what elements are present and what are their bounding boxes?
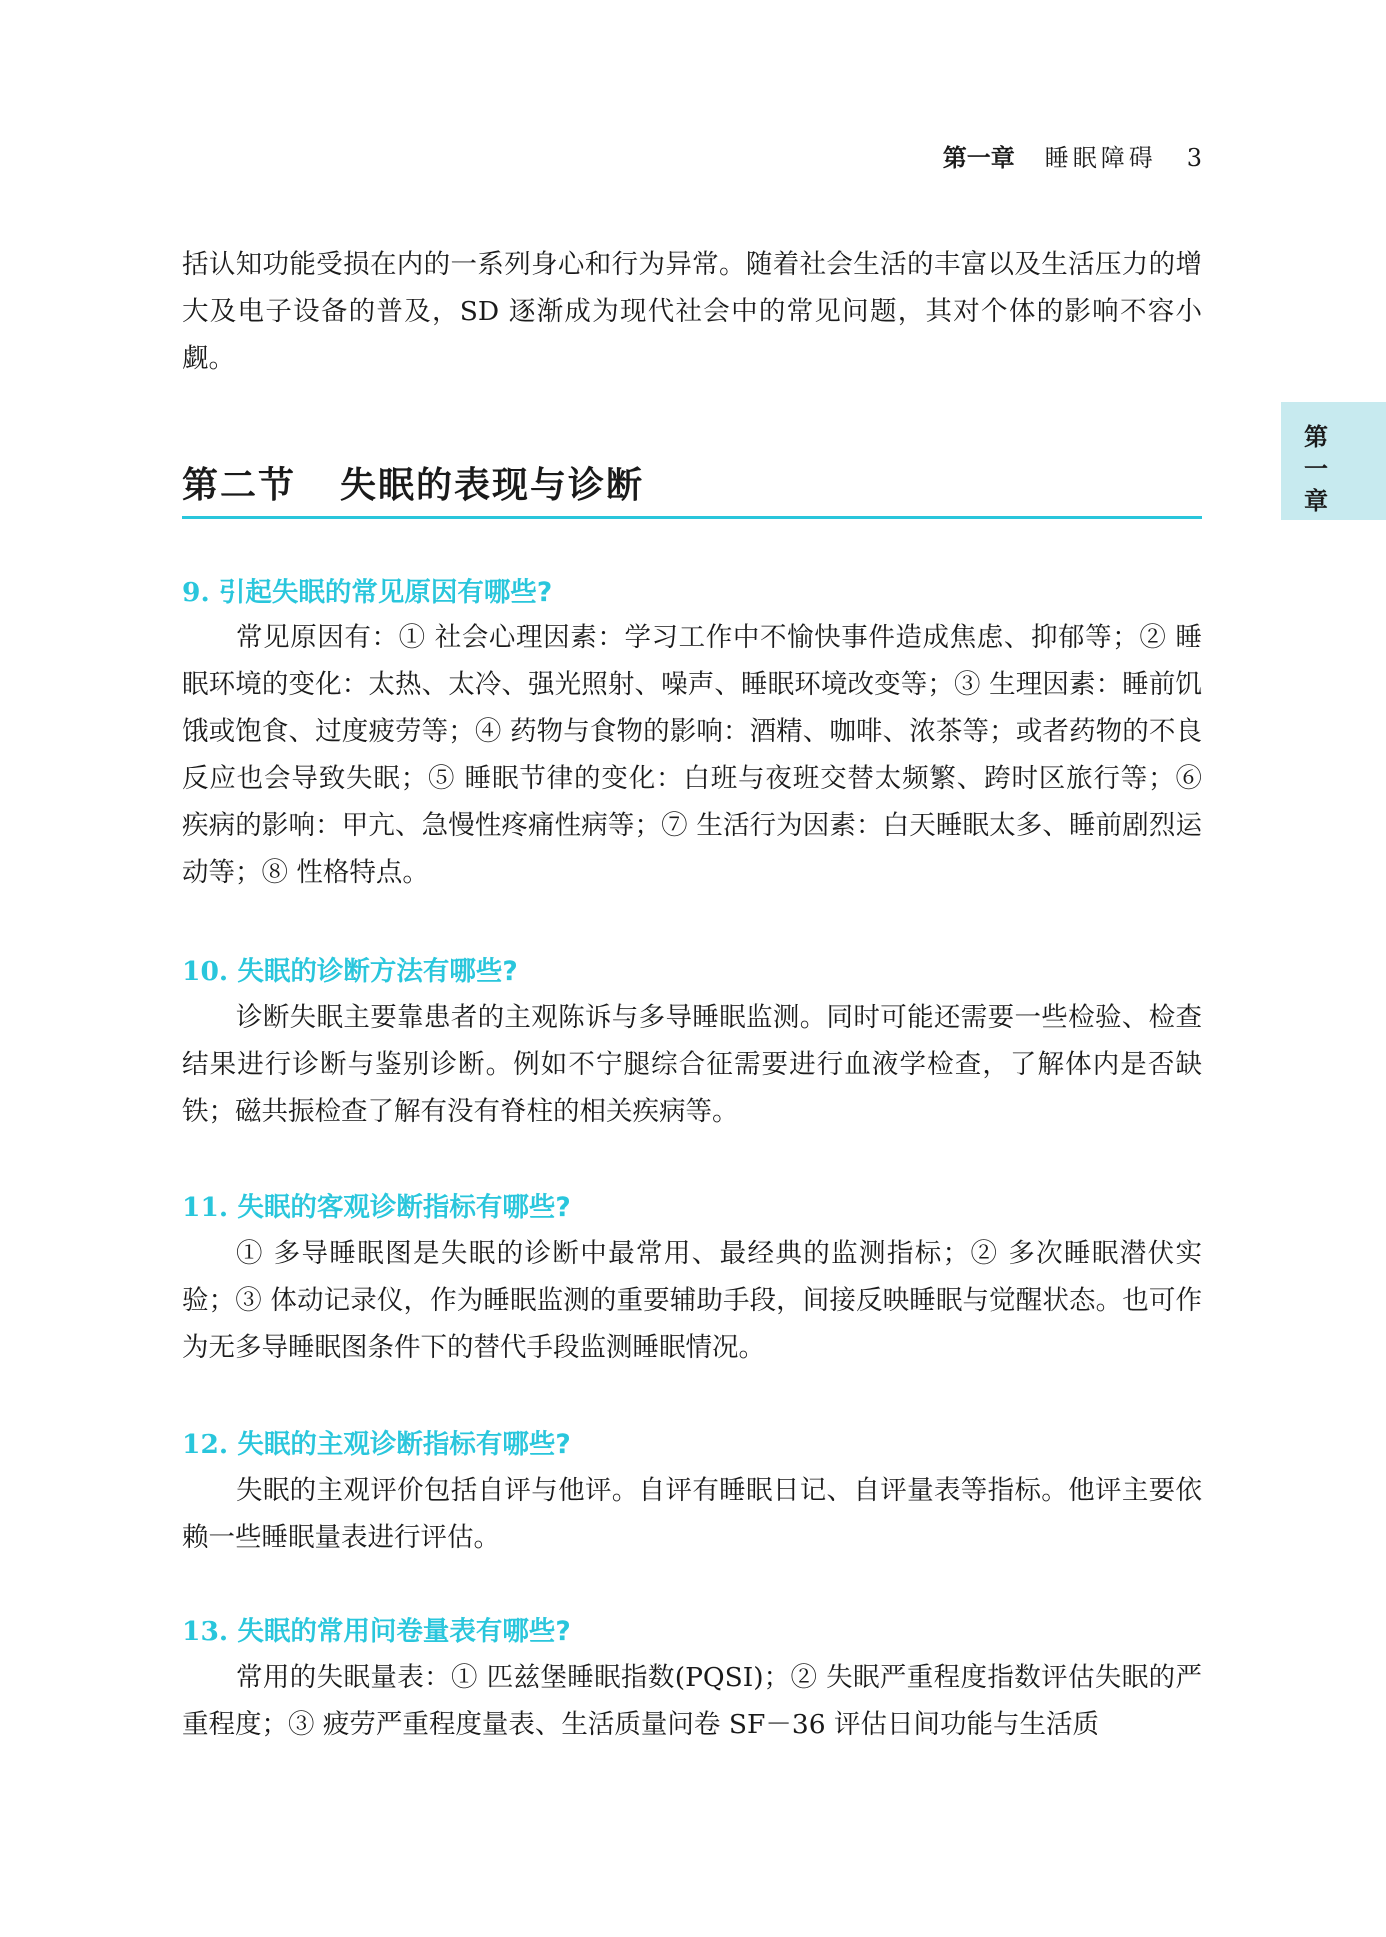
section-title: 失眠的表现与诊断	[340, 465, 645, 506]
question-heading-11	[182, 1188, 1202, 1228]
running-head	[943, 140, 1202, 176]
question-number: 13.	[182, 1616, 229, 1647]
running-head-title: 睡眠障碍	[1044, 144, 1157, 172]
question-heading-12	[182, 1425, 1202, 1465]
section-number: 第二节	[182, 465, 297, 506]
section-heading	[182, 452, 1202, 520]
question-heading-9	[182, 573, 1202, 613]
answer-paragraph-13: 常用的失眠量表：① 匹兹堡睡眠指数(PQSI)；② 失眠严重程度指数评估失眠的严重程度；③ 疲劳严重程度量表、生活质量问卷 SF－36 评估日间功能与生活质	[182, 1662, 1202, 1740]
answer-paragraph-9: 常见原因有：① 社会心理因素：学习工作中不愉快事件造成焦虑、抑郁等；② 睡眠环境的变化：太热、太冷、强光照射、噪声、睡眠环境改变等；③ 生理因素：睡前饥饿或饱食、过度疲劳等；④ 药物与食物的影响：酒精、咖啡、浓茶等；或者药物的不良反应也会导致失眠；⑤ 睡眠节律的变化：白班与夜班交替太频繁、跨时区旅行等；⑥ 疾病的影响：甲亢、急慢性疼痛性病等；⑦ 生活行为因素：白天睡眠太多、睡前剧烈运动等；⑧ 性格特点。	[182, 622, 1202, 888]
question-title: 失眠的客观诊断指标有哪些?	[237, 1192, 571, 1223]
answer-paragraph-12: 失眠的主观评价包括自评与他评。自评有睡眠日记、自评量表等指标。他评主要依赖一些睡眠量表进行评估。	[182, 1475, 1202, 1553]
question-title: 引起失眠的常见原因有哪些?	[218, 577, 553, 608]
question-title: 失眠的诊断方法有哪些?	[237, 956, 518, 987]
question-number: 12.	[182, 1429, 229, 1460]
section-underline	[182, 516, 1202, 519]
question-title: 失眠的常用问卷量表有哪些?	[237, 1616, 571, 1647]
page-number: 3	[1186, 144, 1202, 172]
question-heading-10	[182, 952, 1202, 992]
question-number: 11.	[182, 1192, 229, 1223]
running-head-chapter: 第一章	[942, 144, 1015, 172]
answer-paragraph-10: 诊断失眠主要靠患者的主观陈诉与多导睡眠监测。同时可能还需要一些检验、检查结果进行诊断与鉴别诊断。例如不宁腿综合征需要进行血液学检查，了解体内是否缺铁；磁共振检查了解有没有脊柱的相关疾病等。	[182, 1002, 1202, 1127]
question-number: 10.	[182, 956, 229, 987]
question-title: 失眠的主观诊断指标有哪些?	[237, 1429, 571, 1460]
question-number: 9.	[182, 577, 210, 608]
answer-paragraph-11: ① 多导睡眠图是失眠的诊断中最常用、最经典的监测指标；② 多次睡眠潜伏实验；③ 体动记录仪，作为睡眠监测的重要辅助手段，间接反映睡眠与觉醒状态。也可作为无多导睡眠图条件下的替代手段监测睡眠情况。	[182, 1238, 1202, 1363]
intro-paragraph: 括认知功能受损在内的一系列身心和行为异常。随着社会生活的丰富以及生活压力的增大及电子设备的普及，SD 逐渐成为现代社会中的常见问题，其对个体的影响不容小觑。	[182, 249, 1202, 374]
question-heading-13	[182, 1612, 1202, 1652]
chapter-side-tab-label: 第一章	[1304, 423, 1328, 515]
